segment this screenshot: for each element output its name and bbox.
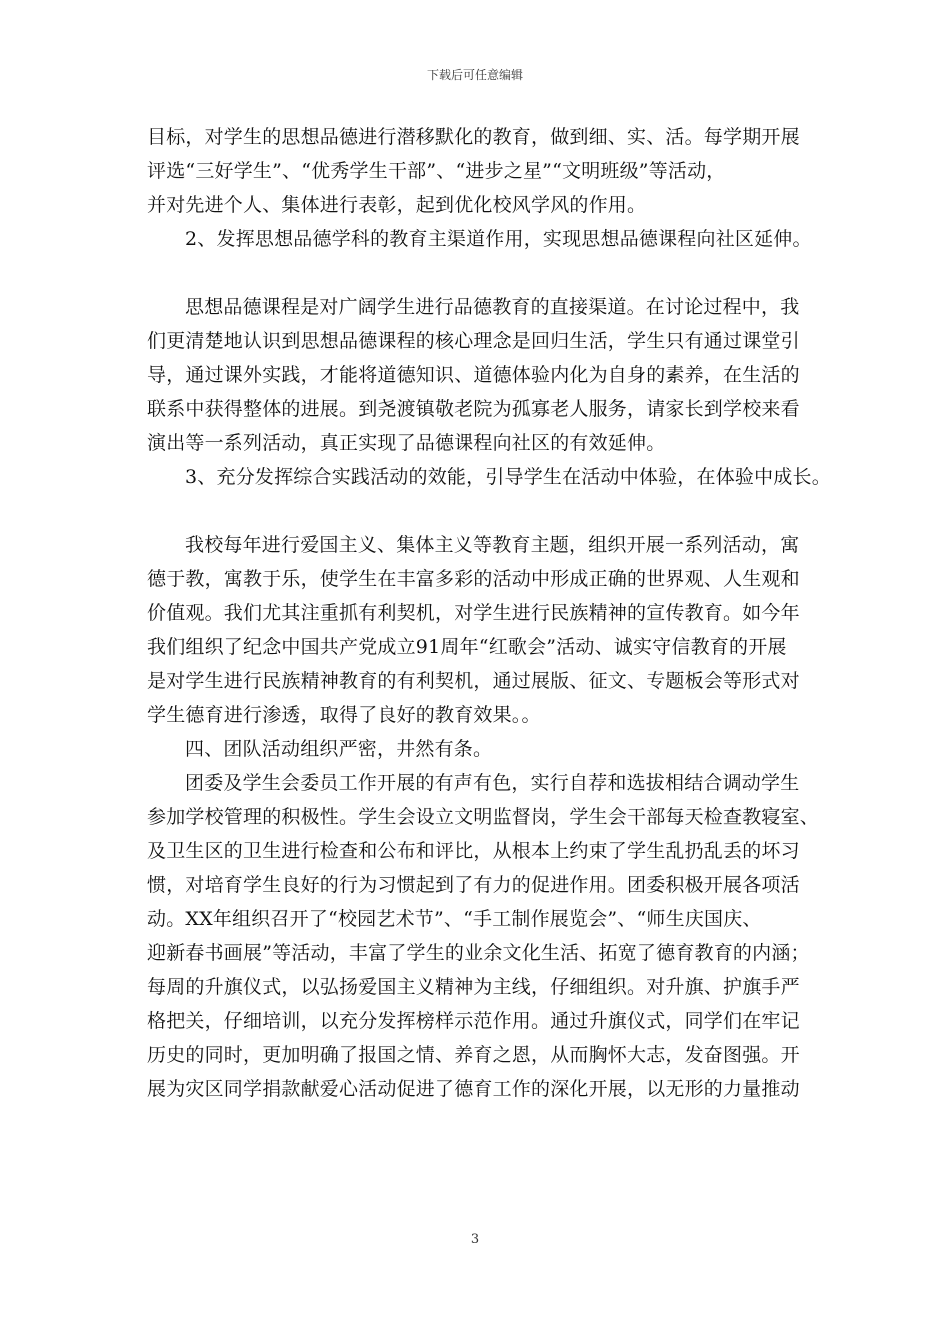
blank-line (147, 256, 812, 290)
paragraph-line: 德于教，寓教于乐，使学生在丰富多彩的活动中形成正确的世界观、人生观和 (147, 568, 800, 590)
paragraph-line: 评选“三好学生”、“优秀学生干部”、“进步之星”“文明班级”等活动， (147, 160, 726, 182)
paragraph-line: 历史的同时，更加明确了报国之情、养育之恩，从而胸怀大志，发奋图强。开 (147, 1044, 800, 1066)
paragraph-line: 动。XX年组织召开了“校园艺术节”、“手工制作展览会”、“师生庆国庆、 (147, 908, 762, 930)
document-body (147, 120, 831, 1106)
paragraph-line: 展为灾区同学捐款献爱心活动促进了德育工作的深化开展，以无形的力量推动 (147, 1078, 800, 1100)
section-heading-3: 3、充分发挥综合实践活动的效能，引导学生在活动中体验，在体验中成长。 (185, 466, 831, 488)
page-number: 3 (470, 1232, 480, 1247)
paragraph-line: 我们组织了纪念中国共产党成立91周年“红歌会”活动、诚实守信教育的开展 (147, 636, 787, 658)
section-heading-4: 四、团队活动组织严密，井然有条。 (185, 738, 493, 760)
paragraph-line: 参加学校管理的积极性。学生会设立文明监督岗，学生会干部每天检查教寝室、 (147, 806, 820, 828)
paragraph-line: 惯，对培育学生良好的行为习惯起到了有力的促进作用。团委积极开展各项活 (147, 874, 800, 896)
paragraph-line: 每周的升旗仪式，以弘扬爱国主义精神为主线，仔细组织。对升旗、护旗手严 (147, 976, 800, 998)
paragraph-line: 及卫生区的卫生进行检查和公布和评比，从根本上约束了学生乱扔乱丢的坏习 (147, 840, 800, 862)
section-heading-2: 2、发挥思想品德学科的教育主渠道作用，实现思想品德课程向社区延伸。 (185, 228, 812, 250)
paragraph-line: 是对学生进行民族精神教育的有利契机，通过展版、征文、专题板会等形式对 (147, 670, 800, 692)
blank-line (147, 494, 812, 528)
paragraph-line: 导，通过课外实践，才能将道德知识、道德体验内化为自身的素养，在生活的 (147, 364, 800, 386)
paragraph-line: 我校每年进行爱国主义、集体主义等教育主题，组织开展一系列活动，寓 (185, 534, 800, 556)
paragraph-line: 团委及学生会委员工作开展的有声有色，实行自荐和选拔相结合调动学生 (185, 772, 800, 794)
paragraph-line: 思想品德课程是对广阔学生进行品德教育的直接渠道。在讨论过程中，我 (185, 296, 800, 318)
paragraph-line: 学生德育进行渗透，取得了良好的教育效果。。 (147, 704, 541, 726)
paragraph-line: 演出等一系列活动，真正实现了品德课程向社区的有效延伸。 (147, 432, 666, 454)
page-header: 下载后可任意编辑 (426, 68, 523, 82)
paragraph-line: 迎新春书画展”等活动，丰富了学生的业余文化生活、拓宽了德育教育的内涵； (147, 942, 810, 964)
paragraph-line: 目标，对学生的思想品德进行潜移默化的教育，做到细、实、活。每学期开展 (147, 126, 800, 148)
paragraph-line: 并对先进个人、集体进行表彰，起到优化校风学风的作用。 (147, 194, 647, 216)
paragraph-line: 格把关，仔细培训，以充分发挥榜样示范作用。通过升旗仪式，同学们在牢记 (147, 1010, 800, 1032)
paragraph-line: 价值观。我们尤其注重抓有利契机，对学生进行民族精神的宣传教育。如今年 (147, 602, 800, 624)
paragraph-line: 们更清楚地认识到思想品德课程的核心理念是回归生活，学生只有通过课堂引 (147, 330, 800, 352)
paragraph-line: 联系中获得整体的进展。到尧渡镇敬老院为孤寡老人服务，请家长到学校来看 (147, 398, 800, 420)
